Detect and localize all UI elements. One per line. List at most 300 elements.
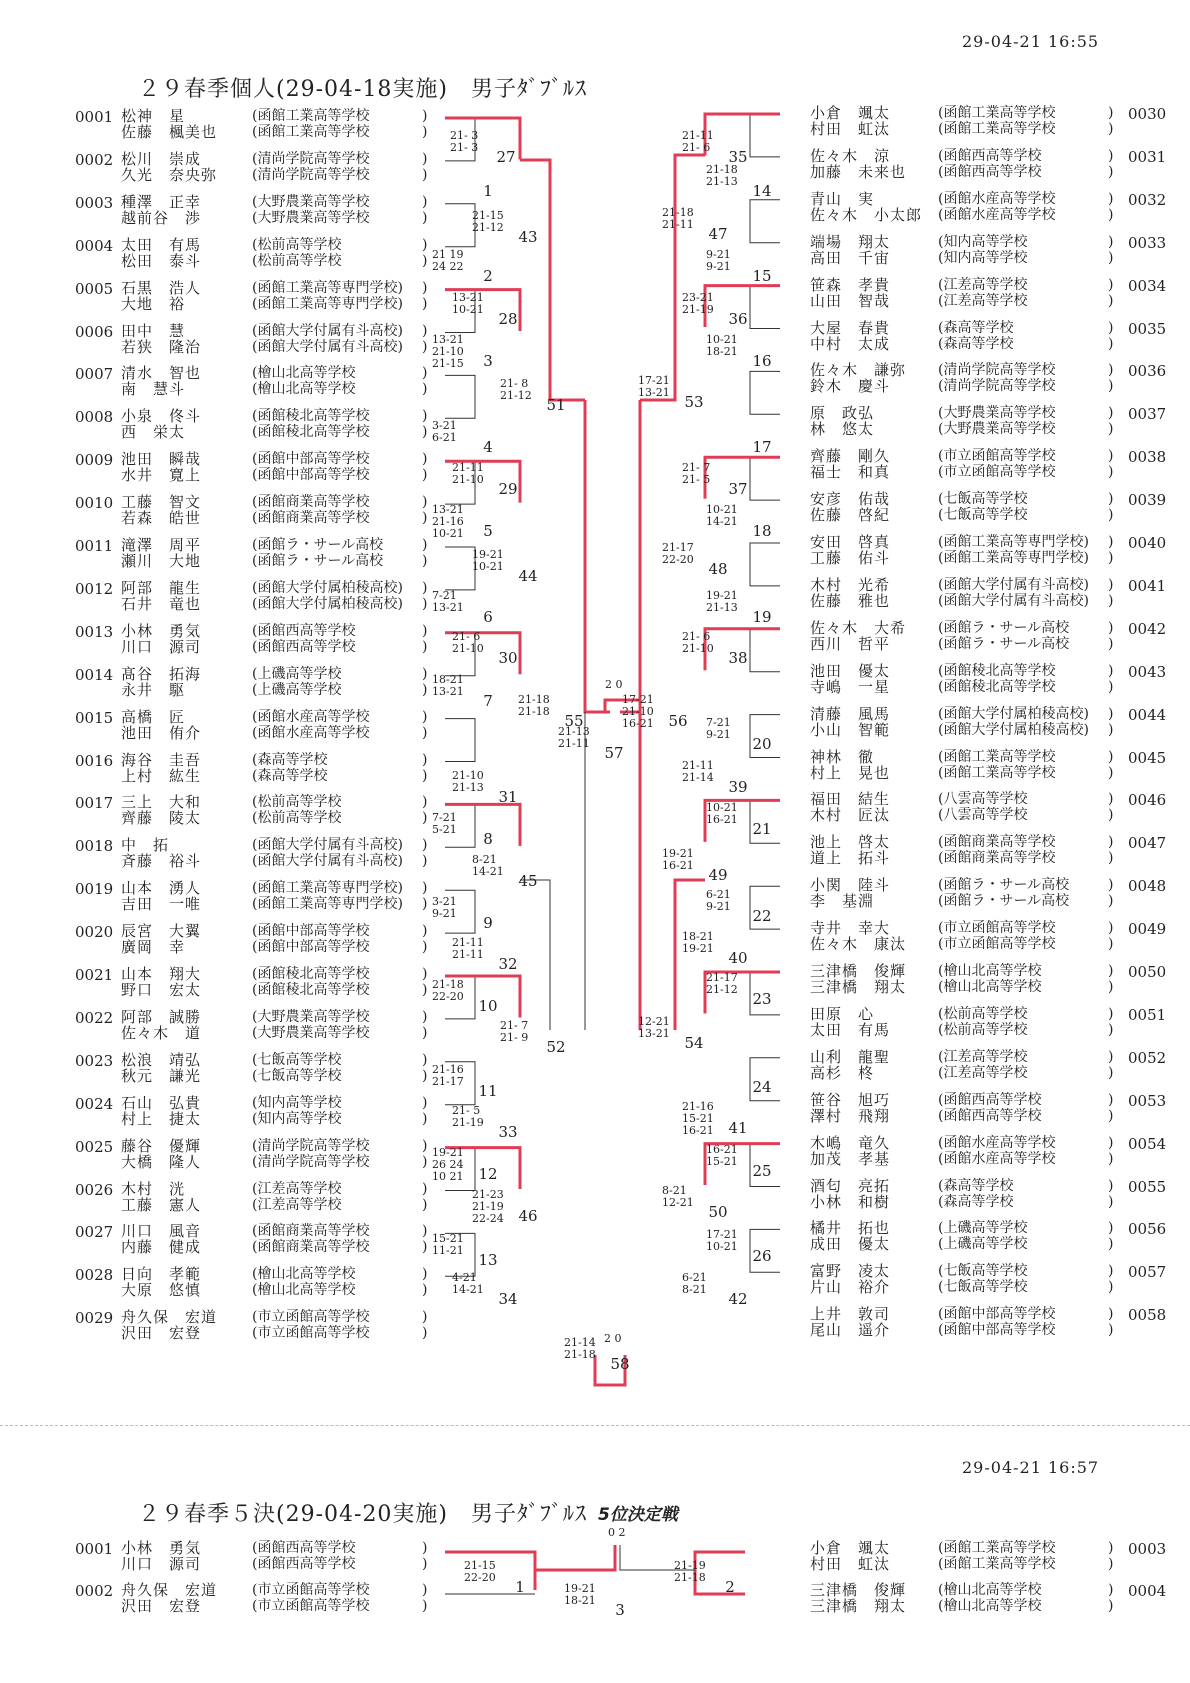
player-name: 原 政弘 [810, 404, 875, 423]
school-name: (森高等学校 [938, 1193, 1014, 1210]
school-name: (函館西高等学校 [938, 163, 1042, 180]
match-score: 4-21 14-21 [452, 1271, 484, 1296]
close-paren: ) [1108, 378, 1114, 395]
school-name: (函館稜北高等学校 [938, 678, 1056, 695]
player-name: 寺嶋 一星 [810, 677, 891, 696]
timestamp-2: 29-04-21 16:57 [962, 1458, 1100, 1477]
entry-code: 0056 [1128, 1220, 1167, 1239]
close-paren: ) [1108, 705, 1114, 722]
match-number: 3 [615, 1601, 625, 1619]
school-name: (函館中部高等学校 [252, 939, 370, 956]
match-number: 32 [498, 955, 518, 973]
player-name: 水井 寛上 [121, 466, 202, 485]
school-name: (森高等学校 [938, 335, 1014, 352]
close-paren: ) [1108, 1177, 1114, 1194]
close-paren: ) [422, 1153, 428, 1170]
close-paren: ) [1108, 233, 1114, 250]
player-name: 若狭 隆治 [121, 337, 202, 356]
school-name: (函館大学付属有斗高校) [252, 338, 403, 355]
school-name: (上磯高等学校 [938, 1236, 1028, 1253]
close-paren: ) [1108, 1306, 1114, 1323]
entry-code: 0053 [1128, 1091, 1167, 1110]
player-name: 池上 啓太 [810, 833, 891, 852]
school-name: (函館工業高等専門学校) [938, 534, 1089, 550]
close-paren: ) [422, 810, 428, 827]
school-name: (函館稜北高等学校 [938, 662, 1056, 679]
entry-code: 0008 [75, 408, 114, 427]
school-name: (函館西高等学校 [252, 1556, 356, 1572]
match-score: 16-21 15-21 [706, 1143, 738, 1168]
school-name: (函館大学付属柏稜高校) [938, 705, 1089, 722]
close-paren: ) [422, 1024, 428, 1041]
school-name: (上磯高等学校 [938, 1220, 1028, 1237]
player-name: 沢田 宏登 [121, 1597, 202, 1615]
close-paren: ) [1108, 748, 1114, 765]
match-score: 10-21 14-21 [706, 503, 738, 528]
match-number: 19 [752, 608, 772, 626]
close-paren: ) [422, 193, 428, 210]
entry-code: 0054 [1128, 1134, 1167, 1153]
close-paren: ) [1108, 1263, 1114, 1280]
player-name: 西川 哲平 [810, 634, 891, 653]
player-name: 秋元 謙光 [121, 1066, 202, 1085]
player-name: 小林 和樹 [810, 1192, 891, 1211]
player-name: 山本 湧人 [121, 879, 202, 898]
school-name: (江差高等学校 [938, 1064, 1028, 1081]
match-score: 21 19 24 22 [432, 248, 464, 273]
player-name: 山本 翔大 [121, 965, 202, 983]
entry-code: 0024 [75, 1094, 114, 1113]
close-paren: ) [422, 751, 428, 768]
match-number: 48 [708, 560, 728, 578]
close-paren: ) [422, 1598, 428, 1614]
entry-code: 0035 [1128, 319, 1167, 338]
section-divider [0, 1425, 1190, 1426]
final-tally-2: 0 2 [608, 1526, 626, 1539]
close-paren: ) [1108, 405, 1114, 422]
player-name: 青山 実 [810, 189, 875, 208]
entry-code: 0003 [75, 193, 114, 212]
school-name: (檜山北高等学校 [252, 365, 356, 382]
school-name: (函館ラ・サール高校 [252, 537, 384, 553]
entry-code: 0004 [1128, 1582, 1167, 1600]
close-paren: ) [1108, 421, 1114, 438]
match-score: 21-16 21-17 [432, 1063, 464, 1088]
school-name: (八雲高等学校 [938, 807, 1028, 824]
close-paren: ) [1108, 635, 1114, 652]
entry-code: 0020 [75, 923, 114, 942]
match-score: 21-16 15-21 16-21 [682, 1100, 714, 1137]
match-number: 21 [752, 820, 772, 838]
player-name: 加藤 未来也 [810, 162, 907, 181]
bracket-line [750, 286, 780, 329]
player-name: 三津橋 俊輝 [810, 962, 907, 980]
entry-code: 0046 [1128, 791, 1167, 810]
close-paren: ) [422, 1540, 428, 1556]
entry-code: 0002 [75, 1582, 114, 1600]
school-name: (松前高等学校 [252, 236, 342, 253]
match-score: 21-18 21-13 [706, 163, 738, 188]
match-score: 21-23 21-19 22-24 [472, 1188, 504, 1225]
school-name: (七飯高等学校 [252, 1067, 342, 1084]
school-name: (函館ラ・サール高校 [938, 877, 1070, 894]
player-name: 佐藤 雅也 [810, 591, 891, 610]
entry-code: 0044 [1128, 705, 1167, 724]
close-paren: ) [1108, 592, 1114, 609]
entry-code: 0027 [75, 1223, 114, 1242]
match-score: 19-21 10-21 [472, 548, 504, 573]
entry-code: 0042 [1128, 619, 1167, 638]
bracket-line [750, 543, 780, 586]
player-name: 清水 智也 [121, 364, 202, 383]
match-number: 55 [564, 712, 584, 730]
close-paren: ) [422, 553, 428, 569]
match-score: 21- 3 21- 3 [450, 129, 479, 154]
close-paren: ) [1108, 1220, 1114, 1237]
player-name: 太田 有馬 [121, 235, 202, 254]
school-name: (森高等学校 [252, 751, 328, 768]
match-number: 34 [498, 1290, 518, 1308]
school-name: (大野農業高等学校 [252, 193, 370, 210]
player-name: 佐藤 楓美也 [121, 123, 218, 141]
school-name: (知内高等学校 [252, 1094, 342, 1111]
player-name: 瀬川 大地 [121, 552, 202, 570]
school-name: (函館中部高等学校 [252, 451, 370, 468]
school-name: (清尚学院高等学校 [938, 378, 1056, 395]
close-paren: ) [422, 1239, 428, 1256]
player-name: 小倉 颯太 [810, 104, 891, 122]
match-score: 23-21 21-19 [682, 291, 714, 316]
school-name: (函館稜北高等学校 [252, 966, 370, 982]
close-paren: ) [422, 966, 428, 982]
close-paren: ) [1108, 721, 1114, 738]
match-score: 21-19 21-18 [674, 1559, 706, 1584]
player-name: 佐々木 道 [121, 1023, 202, 1042]
entry-code: 0023 [75, 1051, 114, 1070]
school-name: (函館工業高等学校 [938, 764, 1056, 781]
school-name: (函館商業高等学校 [938, 834, 1056, 851]
close-paren: ) [1108, 1279, 1114, 1296]
close-paren: ) [422, 1325, 428, 1342]
player-name: 松浪 靖弘 [121, 1050, 202, 1069]
close-paren: ) [422, 338, 428, 355]
player-name: 工藤 智文 [121, 493, 202, 512]
school-name: (函館大学付属有斗高校) [938, 592, 1089, 609]
school-name: (函館工業高等専門学校) [938, 550, 1089, 566]
entry-code: 0022 [75, 1008, 114, 1027]
player-name: 三上 大和 [121, 793, 202, 812]
school-name: (上磯高等学校 [252, 665, 342, 682]
player-name: 齊藤 剛久 [810, 447, 891, 466]
player-name: 澤村 飛翔 [810, 1106, 891, 1125]
close-paren: ) [1108, 292, 1114, 309]
close-paren: ) [422, 1223, 428, 1240]
close-paren: ) [1108, 1582, 1114, 1598]
handwritten-note: 5位決定戦 [598, 1505, 678, 1525]
close-paren: ) [1108, 491, 1114, 508]
school-name: (函館水産高等学校 [252, 724, 370, 741]
school-name: (函館水産高等学校 [938, 206, 1056, 223]
match-score: 21- 5 21-19 [452, 1104, 484, 1129]
player-name: 佐々木 康汰 [810, 935, 907, 954]
match-number: 27 [496, 148, 516, 166]
match-score: 21-10 21-13 [452, 769, 484, 794]
school-name: (上磯高等学校 [252, 681, 342, 698]
third-tally: 2 0 [604, 1332, 622, 1345]
entry-code: 0002 [75, 150, 114, 169]
entry-code: 0039 [1128, 491, 1167, 510]
close-paren: ) [422, 1266, 428, 1283]
entry-code: 0049 [1128, 920, 1167, 939]
school-name: (檜山北高等学校 [252, 1266, 356, 1283]
close-paren: ) [1108, 979, 1114, 995]
match-score: 8-21 14-21 [472, 853, 504, 878]
close-paren: ) [422, 1094, 428, 1111]
school-name: (函館水産高等学校 [938, 190, 1056, 207]
bracket-line [620, 400, 640, 712]
match-number: 47 [708, 225, 728, 243]
close-paren: ) [1108, 105, 1114, 121]
close-paren: ) [1108, 448, 1114, 465]
player-name: 滝澤 周平 [121, 536, 202, 554]
entry-code: 0030 [1128, 105, 1167, 123]
entry-code: 0032 [1128, 190, 1167, 209]
match-number: 13 [478, 1251, 498, 1269]
match-score: 21-14 21-18 [564, 1336, 596, 1361]
player-name: 上村 紘生 [121, 766, 202, 785]
player-name: 村田 虹汰 [810, 1555, 891, 1573]
school-name: (市立函館高等学校 [252, 1325, 370, 1342]
player-name: 舟久保 宏道 [121, 1308, 218, 1327]
school-name: (大野農業高等学校 [252, 209, 370, 226]
player-name: 笹森 孝貴 [810, 275, 891, 294]
player-name: 池田 侑介 [121, 723, 202, 742]
match-score: 10-21 16-21 [706, 801, 738, 826]
school-name: (江差高等学校 [938, 1048, 1028, 1065]
school-name: (函館商業高等学校 [252, 494, 370, 511]
school-name: (函館工業高等学校 [938, 121, 1056, 137]
player-name: 加茂 孝基 [810, 1149, 891, 1168]
school-name: (函館水産高等学校 [252, 708, 370, 725]
match-number: 18 [752, 522, 772, 540]
player-name: 三津橋 翔太 [810, 978, 907, 996]
close-paren: ) [422, 665, 428, 682]
match-number: 33 [498, 1123, 518, 1141]
player-name: 野口 宏太 [121, 981, 202, 999]
timestamp: 29-04-21 16:55 [962, 32, 1100, 51]
player-name: 酒匂 亮拓 [810, 1176, 891, 1195]
player-name: 川口 源司 [121, 637, 202, 656]
school-name: (市立函館高等学校 [938, 920, 1056, 937]
school-name: (清尚学院高等学校 [252, 166, 370, 183]
school-name: (函館大学付属柏稜高校) [938, 721, 1089, 738]
close-paren: ) [422, 408, 428, 425]
school-name: (七飯高等学校 [938, 1263, 1028, 1280]
close-paren: ) [1108, 1091, 1114, 1108]
player-name: 内藤 健成 [121, 1238, 202, 1257]
match-score: 21- 6 21-10 [452, 630, 484, 655]
match-score: 21-15 22-20 [464, 1559, 496, 1584]
school-name: (檜山北高等学校 [938, 1598, 1042, 1614]
player-name: 越前谷 渉 [121, 208, 202, 227]
close-paren: ) [422, 794, 428, 811]
match-number: 8 [483, 830, 493, 848]
player-name: 高橋 匠 [121, 707, 186, 726]
match-number: 36 [728, 310, 748, 328]
match-number: 49 [708, 866, 728, 884]
school-name: (函館大学付属有斗高校) [252, 322, 403, 339]
match-number: 43 [518, 228, 538, 246]
school-name: (函館稜北高等学校 [252, 424, 370, 441]
match-number: 26 [752, 1247, 772, 1265]
player-name: 永井 駆 [121, 680, 186, 699]
school-name: (知内高等学校 [252, 1110, 342, 1127]
close-paren: ) [422, 767, 428, 784]
match-number: 54 [684, 1034, 704, 1052]
match-number: 2 [483, 267, 493, 285]
match-number: 35 [728, 148, 748, 166]
school-name: (檜山北高等学校 [938, 1582, 1042, 1598]
entry-code: 0047 [1128, 834, 1167, 853]
match-score: 17-21 21-10 16-21 [622, 693, 654, 730]
school-name: (市立函館高等学校 [938, 936, 1056, 953]
close-paren: ) [422, 381, 428, 398]
match-score: 12-21 13-21 [638, 1015, 670, 1040]
entry-code: 0050 [1128, 963, 1167, 981]
close-paren: ) [1108, 534, 1114, 550]
close-paren: ) [1108, 1048, 1114, 1065]
close-paren: ) [422, 252, 428, 269]
player-name: 小林 勇気 [121, 621, 202, 640]
player-name: 藤谷 優輝 [121, 1136, 202, 1155]
player-name: 小山 智範 [810, 720, 891, 739]
match-number: 53 [684, 393, 704, 411]
player-name: 齊藤 陵太 [121, 809, 202, 828]
player-name: 尾山 遥介 [810, 1321, 891, 1340]
match-number: 31 [498, 788, 518, 806]
player-name: 佐藤 啓紀 [810, 506, 891, 525]
close-paren: ) [1108, 1322, 1114, 1339]
match-score: 21- 8 21-12 [500, 377, 532, 402]
match-score: 18-21 19-21 [682, 930, 714, 955]
match-number: 51 [546, 396, 566, 414]
entry-code: 0018 [75, 837, 114, 856]
school-name: (函館商業高等学校 [938, 850, 1056, 867]
player-name: 阿部 誠勝 [121, 1007, 202, 1026]
match-number: 2 [725, 1578, 735, 1596]
close-paren: ) [422, 1196, 428, 1213]
match-number: 29 [498, 480, 518, 498]
school-name: (八雲高等学校 [938, 791, 1028, 808]
entry-code: 0016 [75, 751, 114, 770]
close-paren: ) [422, 365, 428, 382]
match-score: 3-21 9-21 [432, 895, 457, 920]
school-name: (函館大学付属有斗高校) [252, 837, 403, 854]
match-number: 45 [518, 872, 538, 890]
player-name: 川口 源司 [121, 1555, 202, 1573]
close-paren: ) [1108, 807, 1114, 824]
player-name: 清藤 風馬 [810, 704, 891, 723]
player-name: 小関 陸斗 [810, 876, 891, 895]
close-paren: ) [1108, 1540, 1114, 1556]
close-paren: ) [422, 1556, 428, 1572]
player-name: 佐々木 謙弥 [810, 361, 907, 380]
school-name: (松前高等学校 [938, 1021, 1028, 1038]
close-paren: ) [1108, 121, 1114, 137]
match-number: 39 [728, 778, 748, 796]
school-name: (函館中部高等学校 [252, 467, 370, 484]
school-name: (函館工業高等専門学校) [252, 295, 403, 312]
player-name: 佐々木 小太郎 [810, 205, 923, 224]
close-paren: ) [1108, 1193, 1114, 1210]
bracket-line [750, 371, 780, 414]
player-name: 太田 有馬 [810, 1020, 891, 1039]
close-paren: ) [1108, 1021, 1114, 1038]
close-paren: ) [422, 708, 428, 725]
match-number: 3 [483, 352, 493, 370]
close-paren: ) [1108, 550, 1114, 566]
close-paren: ) [422, 494, 428, 511]
player-name: 木村 洸 [121, 1179, 186, 1198]
school-name: (函館工業高等学校 [938, 748, 1056, 765]
school-name: (大野農業高等学校 [938, 405, 1056, 422]
close-paren: ) [1108, 163, 1114, 180]
close-paren: ) [422, 923, 428, 940]
match-score: 10-21 18-21 [706, 333, 738, 358]
player-name: 木嶋 竜久 [810, 1133, 891, 1152]
player-name: 佐々木 大希 [810, 618, 907, 637]
match-score: 19-21 18-21 [564, 1582, 596, 1607]
close-paren: ) [422, 150, 428, 167]
close-paren: ) [422, 622, 428, 639]
player-name: 工藤 憲人 [121, 1195, 202, 1214]
entry-code: 0021 [75, 966, 114, 984]
school-name: (七飯高等学校 [938, 491, 1028, 508]
player-name: 片山 裕介 [810, 1278, 891, 1297]
match-score: 15-21 11-21 [432, 1232, 464, 1257]
close-paren: ) [1108, 1005, 1114, 1022]
player-name: 阿部 龍生 [121, 578, 202, 597]
match-number: 4 [483, 438, 493, 456]
match-number: 22 [752, 907, 772, 925]
entry-code: 0004 [75, 236, 114, 255]
entry-code: 0033 [1128, 233, 1167, 252]
entry-code: 0029 [75, 1309, 114, 1328]
bracket-line [520, 160, 585, 400]
player-name: 中 拓 [121, 836, 170, 855]
player-name: 笹谷 旭巧 [810, 1090, 891, 1109]
school-name: (函館工業高等学校 [938, 105, 1056, 121]
match-number: 24 [752, 1078, 772, 1096]
school-name: (清尚学院高等学校 [252, 150, 370, 167]
match-number: 44 [518, 567, 538, 585]
close-paren: ) [1108, 920, 1114, 937]
match-number: 30 [498, 649, 518, 667]
player-name: 松田 泰斗 [121, 251, 202, 270]
match-number: 17 [752, 438, 772, 456]
match-score: 7-21 9-21 [706, 716, 731, 741]
player-name: 成田 優太 [810, 1235, 891, 1254]
player-name: 安彦 佑哉 [810, 490, 891, 509]
entry-code: 0026 [75, 1180, 114, 1199]
match-score: 8-21 12-21 [662, 1184, 694, 1209]
player-name: 道上 拓斗 [810, 849, 891, 868]
close-paren: ) [422, 1067, 428, 1084]
page-title: ２９春季個人(29-04-18実施) 男子ﾀﾞﾌﾞﾙｽ [138, 77, 588, 102]
close-paren: ) [1108, 936, 1114, 953]
entry-code: 0038 [1128, 448, 1167, 467]
bracket-line [520, 880, 550, 1030]
